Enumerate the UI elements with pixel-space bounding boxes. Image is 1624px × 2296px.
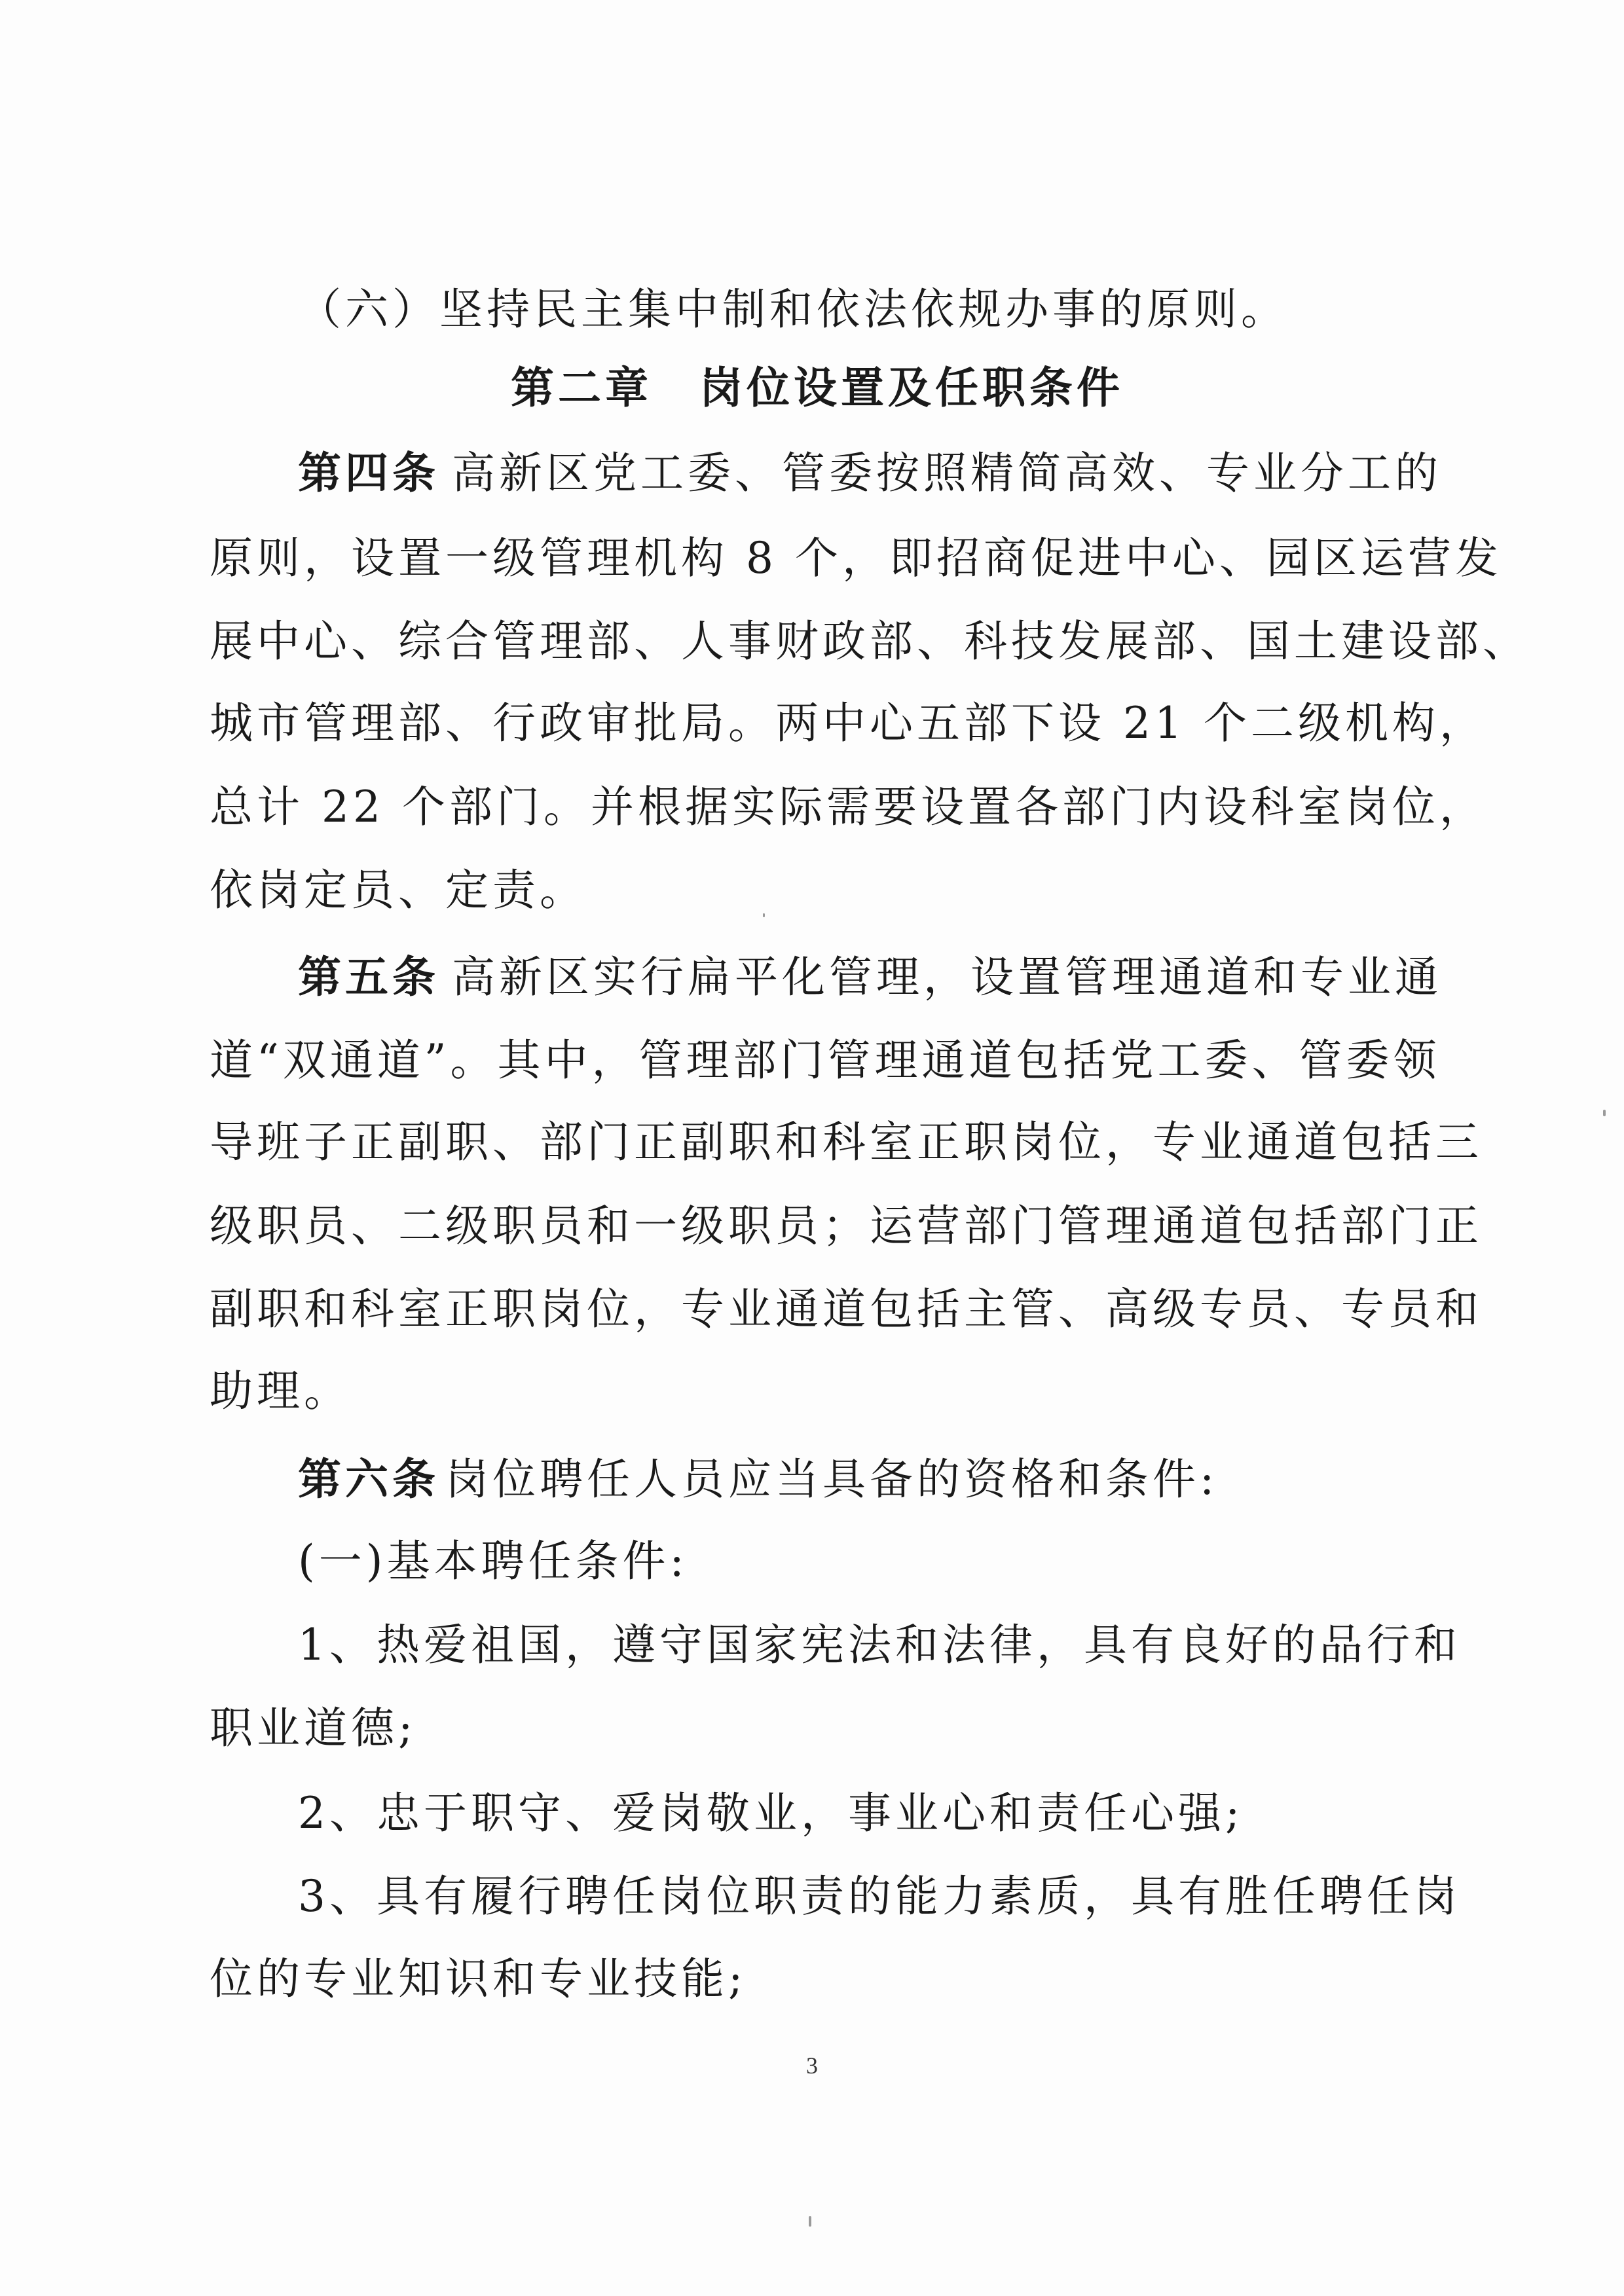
article-5-text: 道“双通道”。其中，管理部门管理通道包括党工委、管委领 xyxy=(210,1035,1441,1085)
condition-item: 职业道德; xyxy=(210,1703,417,1753)
article-5-text: 导班子正副职、部门正副职和科室正职岗位，专业通道包括三 xyxy=(210,1117,1483,1167)
condition-item: 3、具有履行聘任岗位职责的能力素质，具有胜任聘任岗 xyxy=(298,1871,1461,1922)
condition-heading: (一)基本聘任条件: xyxy=(298,1536,688,1586)
text-line xyxy=(0,1771,1624,1856)
article-5-text: 副职和科室正职岗位，专业通道包括主管、高级专员、专员和 xyxy=(210,1284,1483,1334)
article-4-text: 高新区党工委、管委按照精简高效、专业分工的 xyxy=(452,448,1442,498)
article-4-label: 第四条 xyxy=(298,448,439,498)
text-line xyxy=(0,1100,1624,1185)
scan-speck xyxy=(1603,1110,1606,1116)
text-line xyxy=(0,1267,1624,1352)
text-line xyxy=(0,1519,1624,1604)
text-line xyxy=(0,599,1624,684)
text-line xyxy=(0,1437,1624,1522)
text-line xyxy=(0,1937,1624,2022)
article-4-text: 原则，设置一级管理机构 8 个，即招商促进中心、园区运营发 xyxy=(210,533,1502,583)
article-4-text: 展中心、综合管理部、人事财政部、科技发展部、国土建设部、 xyxy=(210,616,1530,666)
scan-speck xyxy=(809,2216,811,2227)
text-line xyxy=(0,1686,1624,1771)
text-line xyxy=(0,1349,1624,1434)
text-line xyxy=(0,848,1624,933)
article-4-text: 总计 22 个部门。并根据实际需要设置各部门内设科室岗位， xyxy=(210,782,1486,832)
article-5-text: 助理。 xyxy=(210,1366,351,1416)
text-line xyxy=(0,935,1624,1020)
article-5-text: 高新区实行扁平化管理，设置管理通道和专业通 xyxy=(452,952,1442,1002)
article-6-text: 岗位聘任人员应当具备的资格和条件: xyxy=(445,1454,1219,1504)
text-line xyxy=(0,346,1624,431)
text-line xyxy=(0,681,1624,766)
article-4-text: 城市管理部、行政审批局。两中心五部下设 21 个二级机构， xyxy=(210,698,1486,748)
text-line xyxy=(0,516,1624,601)
page-number: 3 xyxy=(806,2052,818,2079)
text-line xyxy=(0,431,1624,516)
text-line xyxy=(0,1184,1624,1269)
text-line xyxy=(0,1603,1624,1688)
condition-item: 1、热爱祖国，遵守国家宪法和法律，具有良好的品行和 xyxy=(298,1620,1461,1670)
condition-item: 位的专业知识和专业技能; xyxy=(210,1954,747,2004)
text-line xyxy=(0,267,1624,352)
article-6-label: 第六条 xyxy=(298,1454,439,1504)
condition-item: 2、忠于职守、爱岗敬业，事业心和责任心强; xyxy=(298,1788,1244,1838)
scan-speck xyxy=(763,913,765,917)
text-line xyxy=(0,765,1624,850)
article-5-text: 级职员、二级职员和一级职员；运营部门管理通道包括部门正 xyxy=(210,1201,1483,1251)
chapter-heading: 第二章 岗位设置及任职条件 xyxy=(511,363,1124,413)
article-4-text: 依岗定员、定责。 xyxy=(210,865,587,915)
text-line xyxy=(0,1854,1624,1939)
text-line xyxy=(0,1018,1624,1103)
principle-6-text: （六）坚持民主集中制和依法依规办事的原则。 xyxy=(298,284,1288,335)
article-5-label: 第五条 xyxy=(298,952,439,1002)
